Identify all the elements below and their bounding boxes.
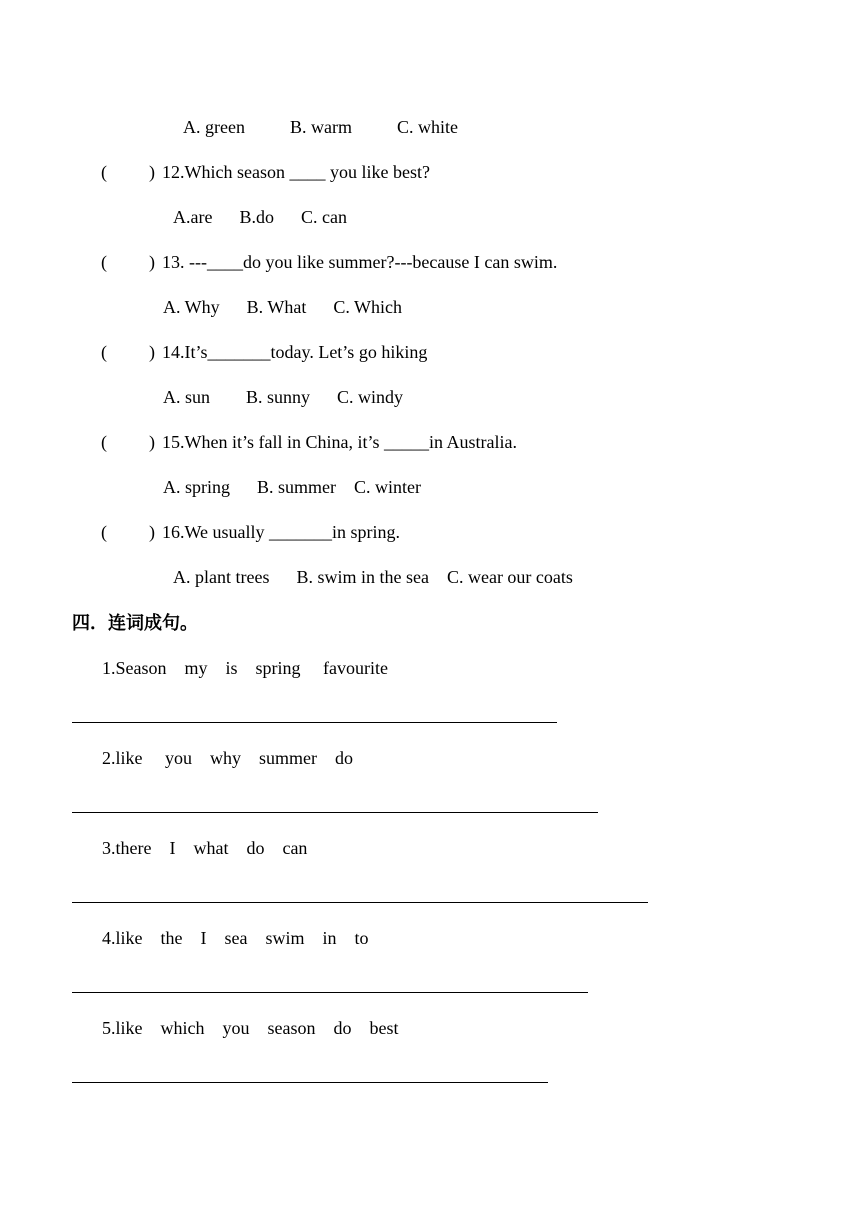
q16-stem: 16.We usually _______in spring.	[162, 522, 401, 542]
q15-answer-open-paren: (	[101, 432, 107, 452]
q13-options: A. Why B. What C. Which	[163, 297, 402, 317]
q16-options: A. plant trees B. swim in the sea C. wear our coats	[173, 567, 573, 587]
q12-stem: 12.Which season ____ you like best?	[162, 162, 430, 182]
q14-answer-open-paren: (	[101, 342, 107, 362]
sentence-item-1: 1.Season my is spring favourite	[102, 658, 388, 678]
answer-line-4[interactable]	[72, 992, 588, 993]
sentence-item-3: 3.there I what do can	[102, 838, 308, 858]
q12-options: A.are B.do C. can	[173, 207, 347, 227]
q13-answer-close-paren: )	[149, 252, 155, 272]
sentence-item-2: 2.like you why summer do	[102, 748, 353, 768]
q13-answer-open-paren: (	[101, 252, 107, 272]
q14-options: A. sun B. sunny C. windy	[163, 387, 404, 407]
q15-answer-close-paren: )	[149, 432, 155, 452]
q16-answer-close-paren: )	[149, 522, 155, 542]
sentence-item-5: 5.like which you season do best	[102, 1018, 399, 1038]
q12-answer-open-paren: (	[101, 162, 107, 182]
answer-line-5[interactable]	[72, 1082, 548, 1083]
q12-answer-close-paren: )	[149, 162, 155, 182]
q14-answer-close-paren: )	[149, 342, 155, 362]
section-4-heading: 四．连词成句。	[72, 613, 198, 634]
q15-stem: 15.When it’s fall in China, it’s _____in Australia.	[162, 432, 517, 452]
q11-options: A. green B. warm C. white	[183, 117, 458, 137]
q13-stem: 13. ---____do you like summer?---because I can swim.	[162, 252, 558, 272]
q16-answer-open-paren: (	[101, 522, 107, 542]
q15-options: A. spring B. summer C. winter	[163, 477, 421, 497]
answer-line-1[interactable]	[72, 722, 557, 723]
answer-line-3[interactable]	[72, 902, 648, 903]
q14-stem: 14.It’s_______today. Let’s go hiking	[162, 342, 428, 362]
answer-line-2[interactable]	[72, 812, 598, 813]
sentence-item-4: 4.like the I sea swim in to	[102, 928, 369, 948]
